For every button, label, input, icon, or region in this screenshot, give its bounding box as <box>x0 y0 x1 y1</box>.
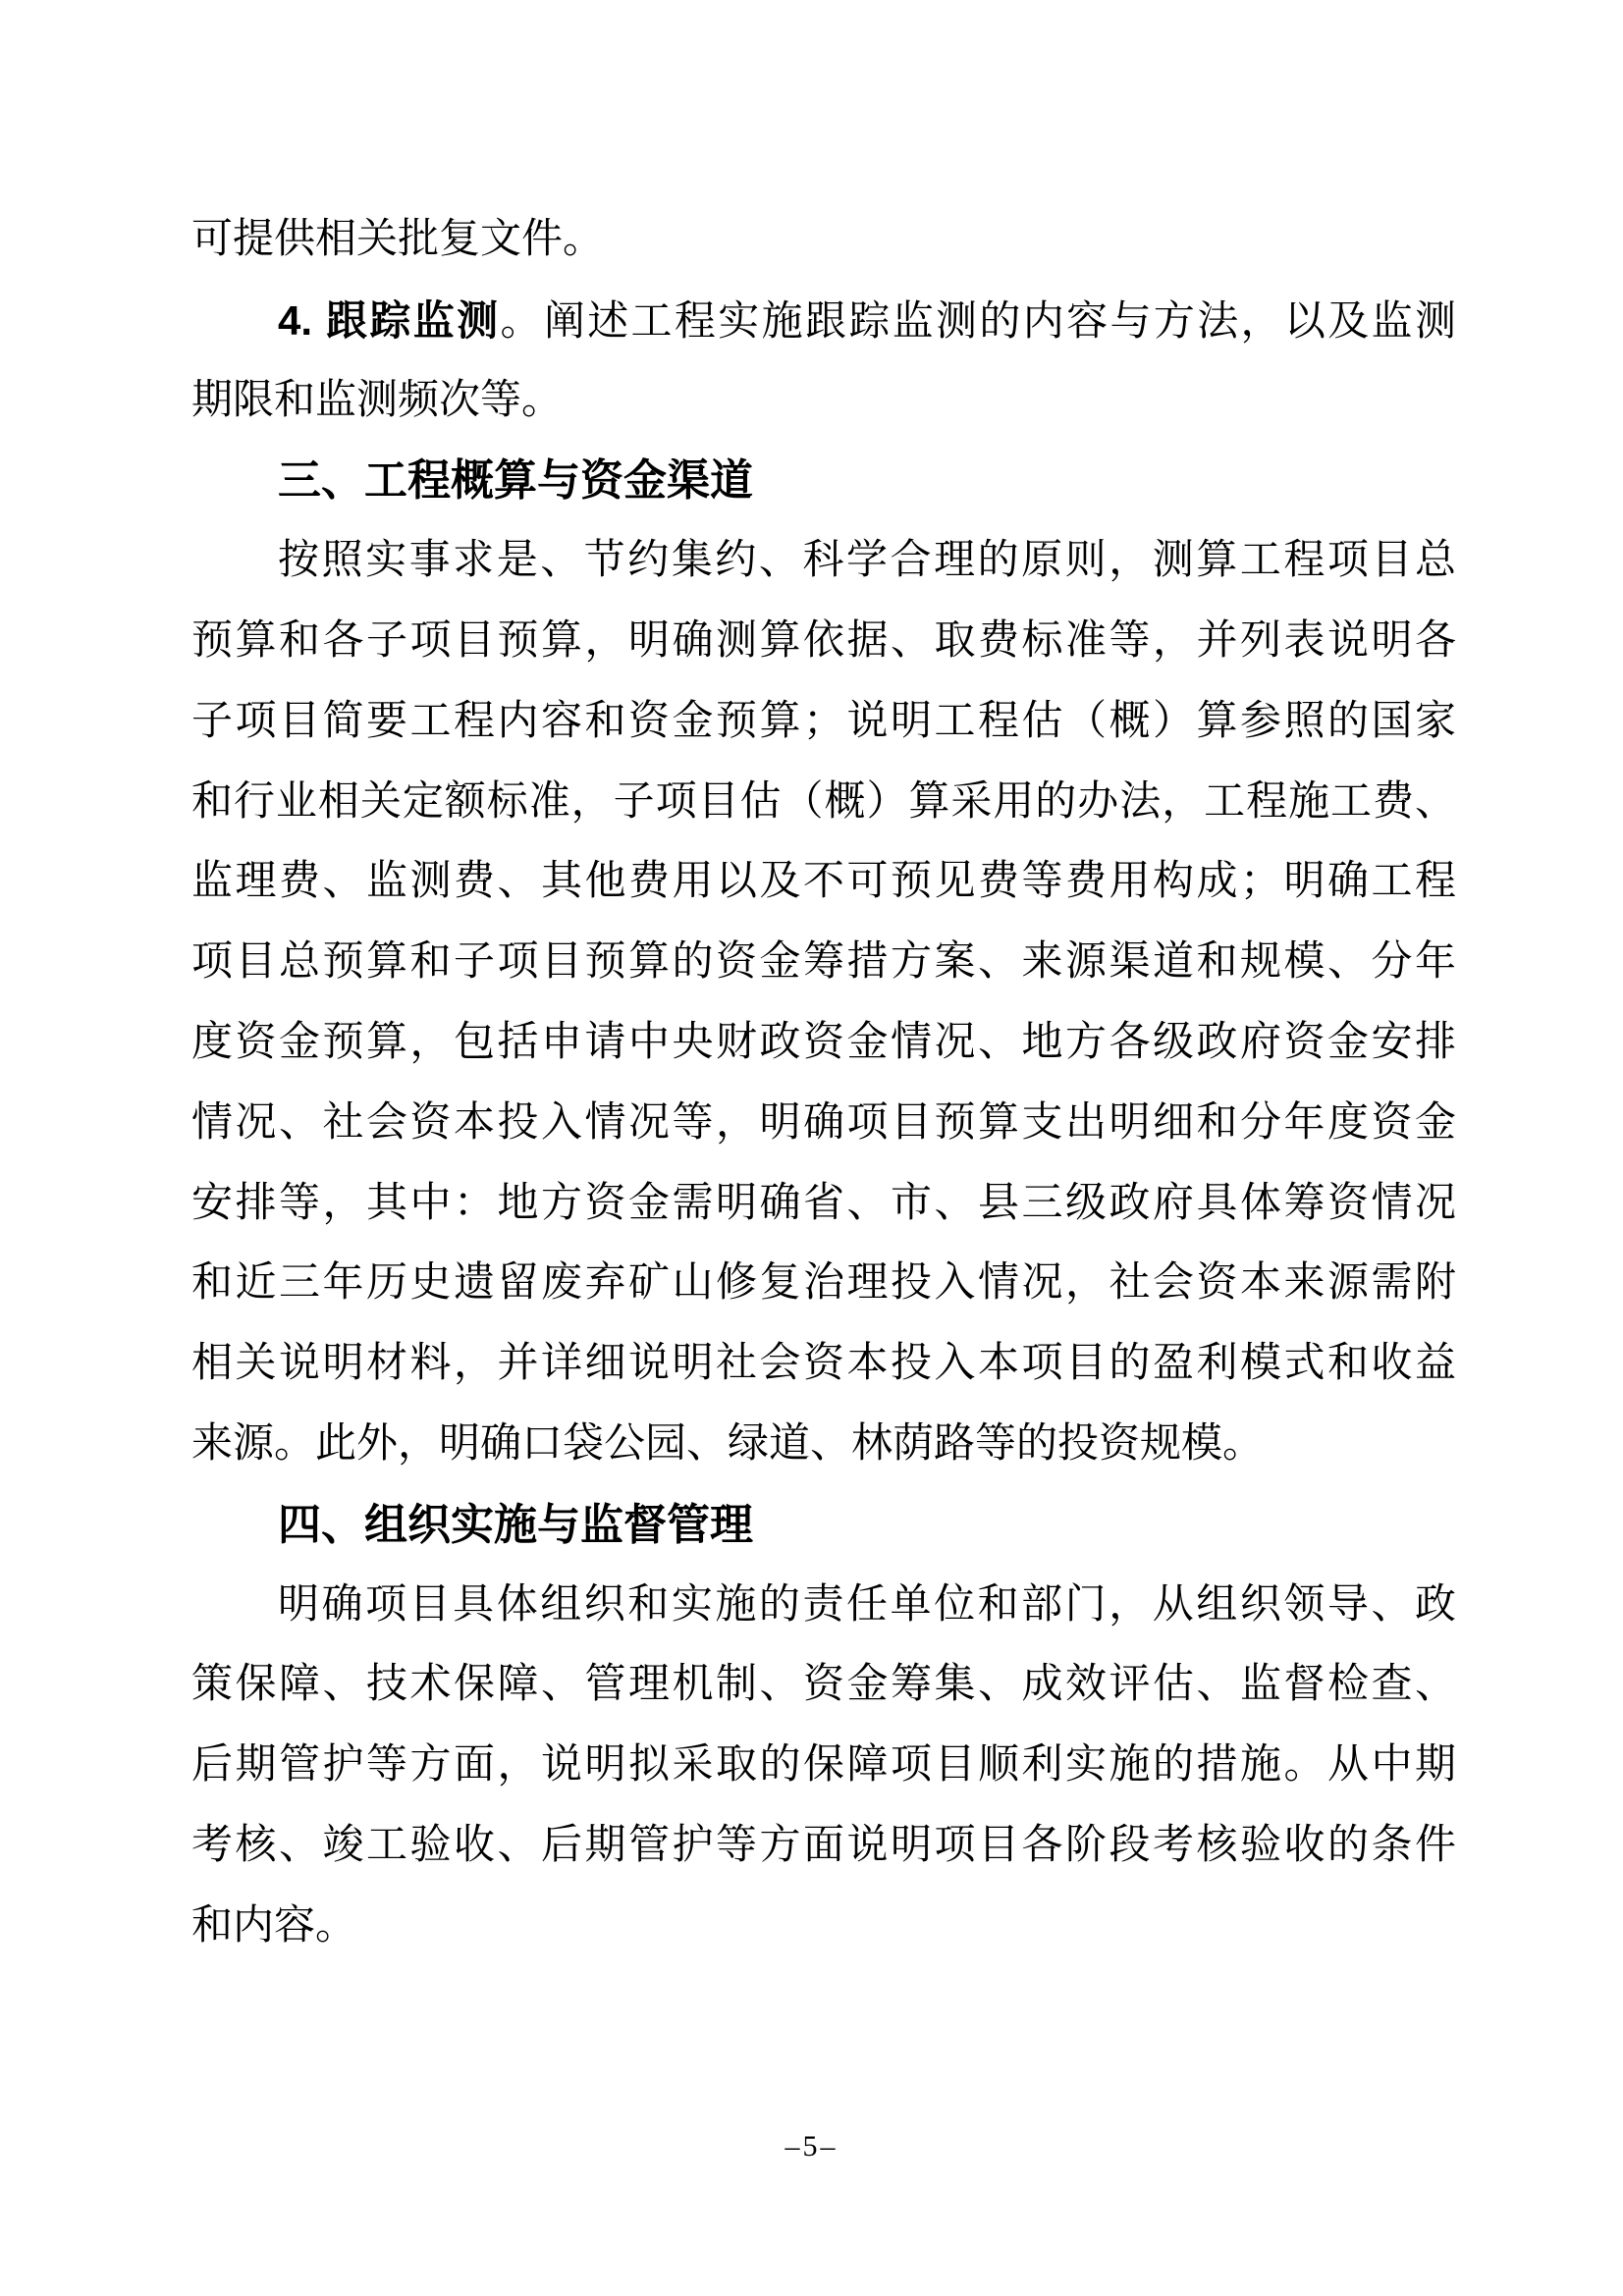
text-run: 情况、社会资本投入情况等，明确项目预算支出明细和分年度资金 <box>191 1099 1456 1146</box>
text-line <box>191 1726 1456 1806</box>
text-line <box>191 521 1456 602</box>
text-run: 和行业相关定额标准，子项目估（概）算采用的办法，工程施工费、 <box>191 778 1456 825</box>
text-line <box>191 763 1456 843</box>
text-run: 安排等，其中：地方资金需明确省、市、县三级政府具体筹资情况 <box>191 1180 1456 1226</box>
text-line <box>191 1806 1456 1887</box>
section-heading <box>191 441 1456 521</box>
text-run: 考核、竣工验收、后期管护等方面说明项目各阶段考核验收的条件 <box>191 1822 1456 1868</box>
text-line <box>191 200 1456 281</box>
text-run: 。阐述工程实施跟踪监测的内容与方法，以及监测 <box>500 298 1456 345</box>
text-run: 项目总预算和子项目预算的资金筹措方案、来源渠道和规模、分年 <box>191 939 1456 986</box>
page-number: –5– <box>784 2130 839 2163</box>
text-line <box>191 361 1456 442</box>
text-line <box>191 1003 1456 1084</box>
text-run: 可提供相关批复文件。 <box>191 217 605 262</box>
text-run: 监理费、监测费、其他费用以及不可预见费等费用构成；明确工程 <box>191 859 1456 905</box>
bold-text-run: 三、工程概算与资金渠道 <box>278 456 753 506</box>
text-run: 期限和监测频次等。 <box>191 377 564 423</box>
text-run: 和近三年历史遗留废弃矿山修复治理投入情况，社会资本来源需附 <box>191 1260 1456 1307</box>
text-run: 子项目简要工程内容和资金预算；说明工程估（概）算参照的国家 <box>191 698 1456 744</box>
text-line <box>191 1887 1456 1967</box>
text-line <box>191 1566 1456 1646</box>
text-line <box>191 1084 1456 1164</box>
text-line <box>191 1164 1456 1245</box>
section-heading <box>191 1485 1456 1566</box>
document-text <box>191 200 1456 1967</box>
text-run: 按照实事求是、节约集约、科学合理的原则，测算工程项目总 <box>278 538 1456 584</box>
text-line <box>191 842 1456 923</box>
text-run: 度资金预算，包括申请中央财政资金情况、地方各级政府资金安排 <box>191 1019 1456 1065</box>
text-line <box>191 281 1456 361</box>
text-line <box>191 682 1456 763</box>
text-line <box>191 1405 1456 1485</box>
text-run: 和内容。 <box>191 1902 357 1949</box>
text-line <box>191 1324 1456 1405</box>
text-line <box>191 602 1456 682</box>
text-line <box>191 1645 1456 1726</box>
text-run: 预算和各子项目预算，明确测算依据、取费标准等，并列表说明各 <box>191 617 1456 664</box>
text-line <box>191 1244 1456 1324</box>
text-run: 明确项目具体组织和实施的责任单位和部门，从组织领导、政 <box>278 1581 1456 1628</box>
text-run: 策保障、技术保障、管理机制、资金筹集、成效评估、监督检查、 <box>191 1662 1456 1708</box>
text-run: 后期管护等方面，说明拟采取的保障项目顺利实施的措施。从中期 <box>191 1742 1456 1789</box>
bold-text-run: 四、组织实施与监督管理 <box>278 1500 753 1549</box>
text-run: 相关说明材料，并详细说明社会资本投入本项目的盈利模式和收益 <box>191 1341 1456 1387</box>
text-line <box>191 923 1456 1003</box>
text-run: 来源。此外，明确口袋公园、绿道、林荫路等的投资规模。 <box>191 1420 1265 1467</box>
bold-text-run: 4. 跟踪监测 <box>278 296 501 344</box>
